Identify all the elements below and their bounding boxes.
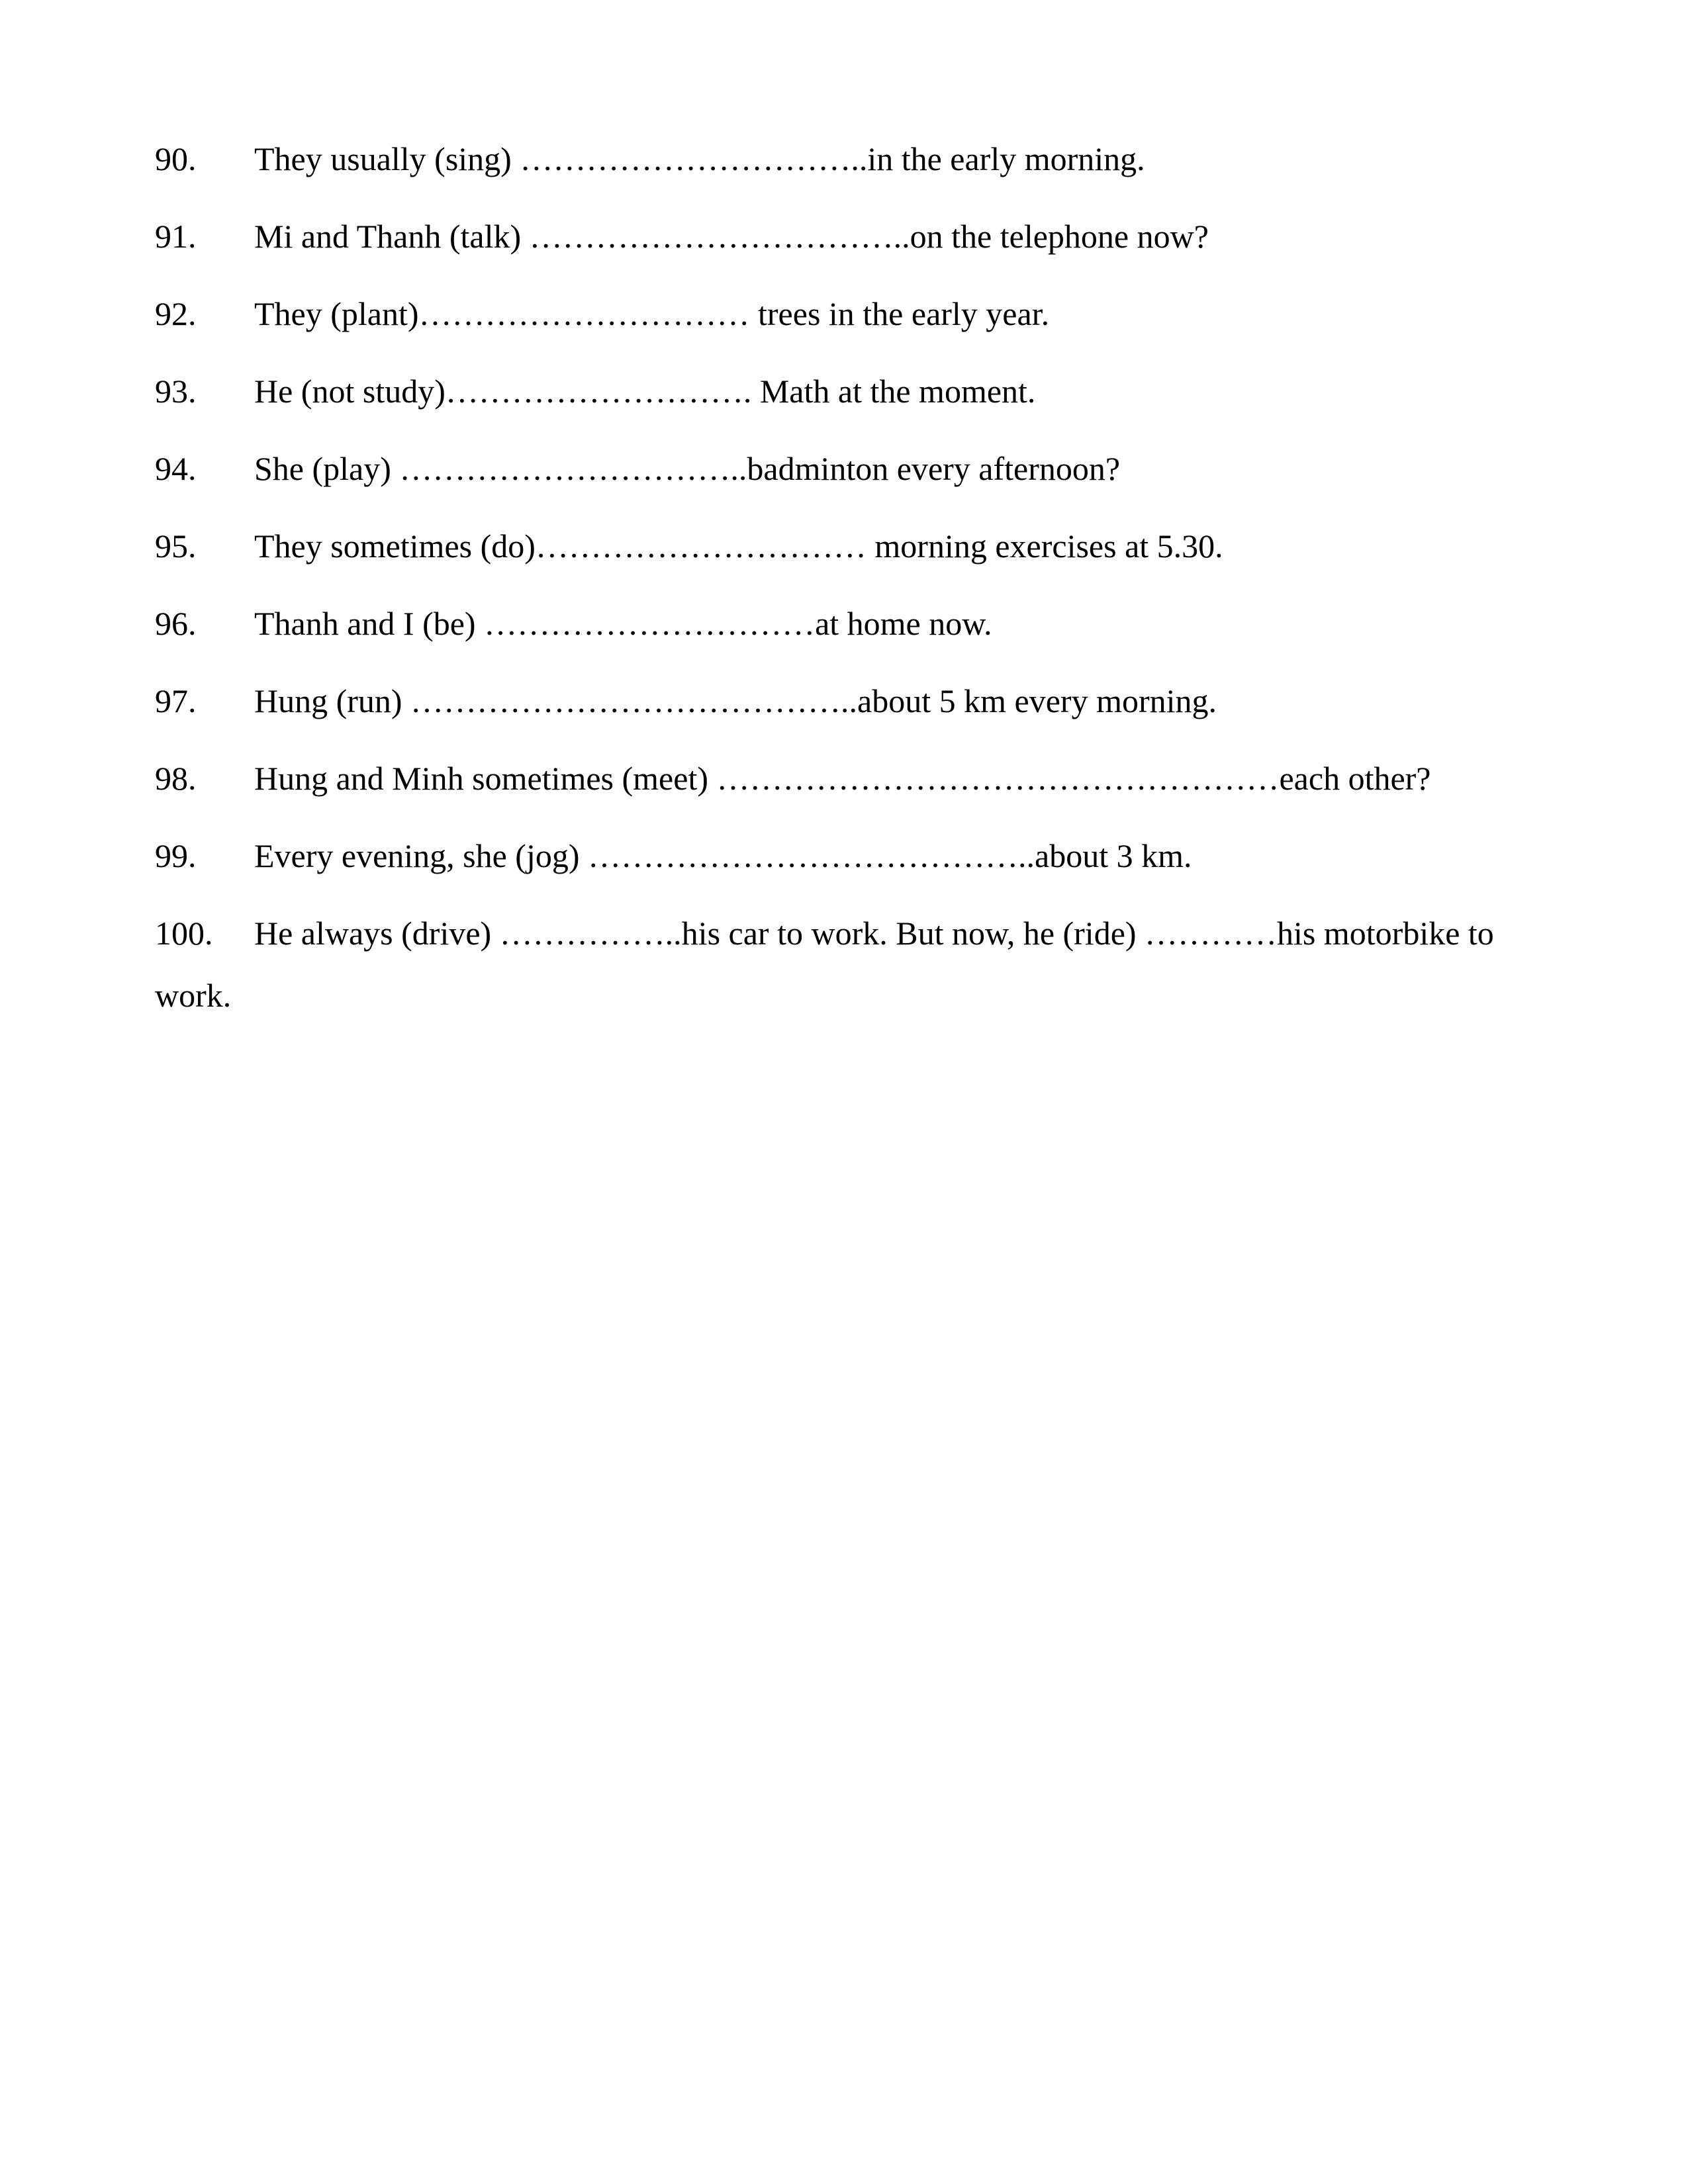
item-number: 95. (155, 527, 197, 565)
item-number: 100. (155, 915, 213, 952)
item-number: 90. (155, 140, 197, 177)
item-text: He always (drive) ……………..his car to work. But now, he (ride) …………his motorbike to (254, 915, 1494, 952)
exercise-item (155, 450, 1598, 488)
item-number: 96. (155, 605, 197, 642)
item-number: 91. (155, 218, 197, 255)
exercise-list (155, 140, 1598, 1015)
item-text: They usually (sing) …………………………..in the early morning. (254, 140, 1145, 177)
item-text: He (not study)………………………. Math at the moment. (254, 373, 1036, 410)
exercise-item (155, 605, 1598, 643)
item-number: 93. (155, 373, 197, 410)
item-text: Every evening, she (jog) …………………………………..about 3 km. (254, 837, 1192, 874)
exercise-item (155, 140, 1598, 178)
item-text: Mi and Thanh (talk) ……………………………..on the telephone now? (254, 218, 1209, 255)
item-text-continuation: work. (155, 977, 232, 1014)
item-number: 97. (155, 682, 197, 719)
item-text: Hung and Minh sometimes (meet) ……………………………………………each other? (254, 760, 1431, 797)
item-text: Hung (run) …………………………………..about 5 km every morning. (254, 682, 1217, 719)
exercise-item (155, 760, 1598, 797)
exercise-item (155, 218, 1598, 255)
item-number: 99. (155, 837, 197, 874)
exercise-item (155, 682, 1598, 720)
item-text: Thanh and I (be) …………………………at home now. (254, 605, 992, 642)
exercise-item (155, 527, 1598, 565)
item-text: They sometimes (do)………………………… morning exercises at 5.30. (254, 527, 1223, 565)
item-number: 92. (155, 295, 197, 332)
exercise-item (155, 295, 1598, 333)
exercise-item (155, 915, 1598, 952)
item-text: She (play) …………………………..badminton every afternoon? (254, 450, 1121, 487)
item-text: They (plant)………………………… trees in the early year. (254, 295, 1050, 332)
exercise-item (155, 837, 1598, 875)
item-number: 94. (155, 450, 197, 487)
exercise-item (155, 373, 1598, 410)
item-number: 98. (155, 760, 197, 797)
